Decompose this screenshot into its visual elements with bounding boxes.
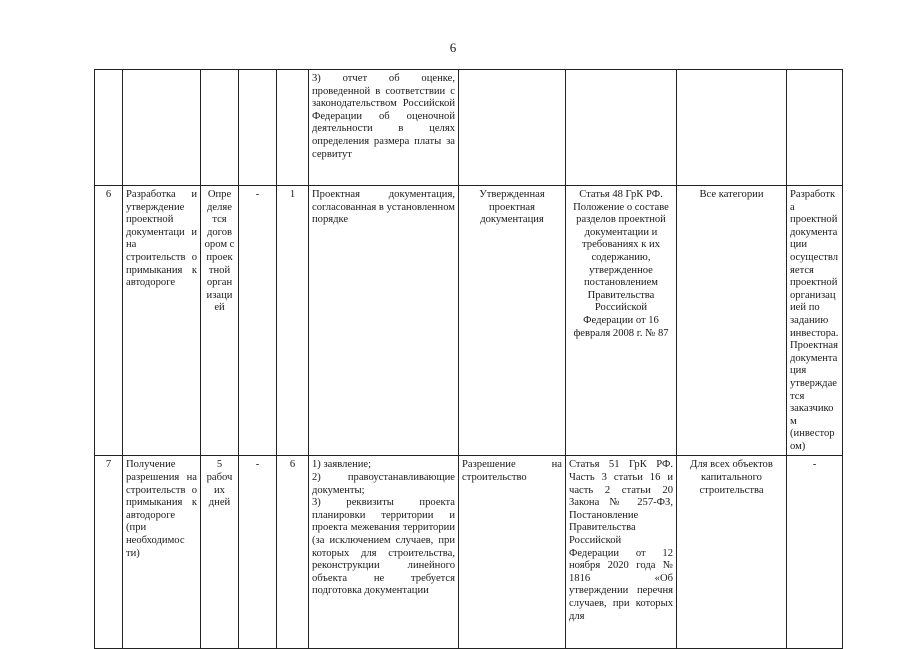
cell-result: Утвержденная проектная документация [459, 186, 566, 456]
cell-legal-basis [566, 70, 677, 186]
cell-term: 5 рабоч их дней [201, 456, 239, 649]
cell-category: Все категории [677, 186, 787, 456]
table-row-continued [95, 70, 843, 186]
cell-legal-basis: Статья 48 ГрК РФ. Положение о составе разделов проектной документации и требованиях к их содержанию, утвержденное постановлением Правительства Российской Федерации от 16 февраля 2008 г. № 87 [566, 186, 677, 456]
cell-documents: 1) заявление; 2) правоустанавливающие документы; 3) реквизиты проекта планировки территории и проекта межевания территории (за исключением случаев, при которых для строительства, реконструкции линейного объекта не требуется подготовка документации [309, 456, 459, 649]
cell-cost: - [239, 456, 277, 649]
cell-result [459, 70, 566, 186]
cell-num: 7 [95, 456, 123, 649]
table-row [95, 456, 843, 649]
cell-note: Разработка проектной документации осуществляется проектной организацией по заданию инвестора. Проектная документация утверждается заказчиком (инвестором) [787, 186, 843, 456]
procedures-table [94, 69, 843, 649]
cell-docs-count: 1 [277, 186, 309, 456]
cell-note: - [787, 456, 843, 649]
cell-procedure: Получение разрешения на строительств о примыкания к автодороге (при необходимос ти) [123, 456, 201, 649]
cell-note [787, 70, 843, 186]
cell-docs-count: 6 [277, 456, 309, 649]
table-row [95, 186, 843, 456]
cell-procedure: Разработка и утверждение проектной документаци и на строительств о примыкания к автодороге [123, 186, 201, 456]
cell-procedure [123, 70, 201, 186]
cell-num [95, 70, 123, 186]
cell-documents: Проектная документация, согласованная в установленном порядке [309, 186, 459, 456]
cell-docs-count [277, 70, 309, 186]
cell-result: Разрешение на строительство [459, 456, 566, 649]
cell-cost: - [239, 186, 277, 456]
cell-legal-basis: Статья 51 ГрК РФ. Часть 3 статьи 16 и часть 2 статьи 20 Закона № 257-ФЗ, Постановление Правительства Российской Федерации от 12 ноября 2020 года № 1816 «Об утверждении перечня случаев, при которых для [566, 456, 677, 649]
cell-num: 6 [95, 186, 123, 456]
cell-category [677, 70, 787, 186]
cell-term [201, 70, 239, 186]
cell-category: Для всех объектов капитального строительства [677, 456, 787, 649]
cell-term: Опре деляе тся догов ором с проек тной орган изаци ей [201, 186, 239, 456]
cell-documents: 3) отчет об оценке, проведенной в соответствии с законодательством Российской Федерации об оценочной деятельности в целях определения размера платы за сервитут [309, 70, 459, 186]
cell-cost [239, 70, 277, 186]
page-number: 6 [449, 40, 457, 55]
